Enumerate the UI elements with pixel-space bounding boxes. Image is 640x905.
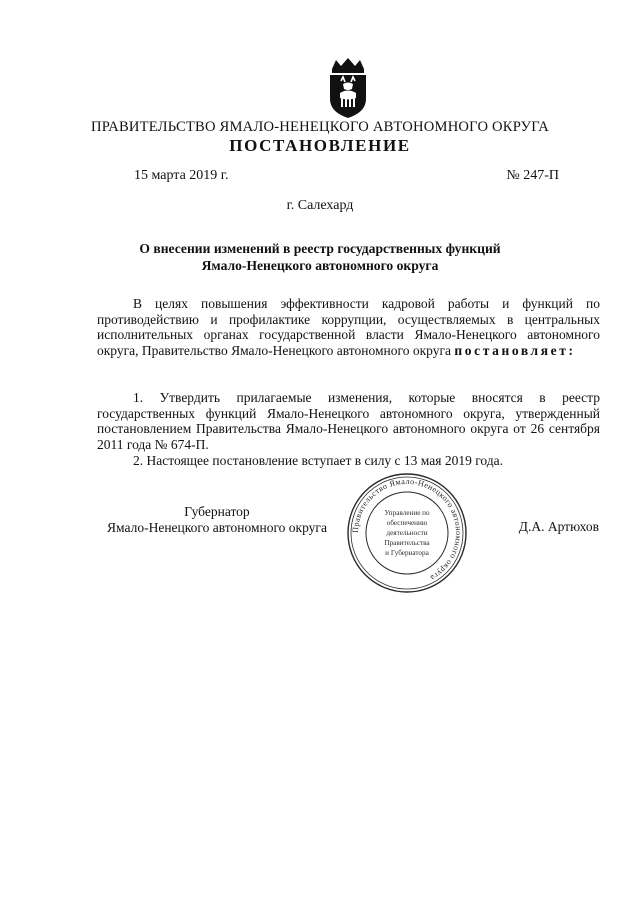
seal-center-line-5: и Губернатора: [385, 549, 429, 557]
government-title: ПРАВИТЕЛЬСТВО ЯМАЛО-НЕНЕЦКОГО АВТОНОМНОГО ОКРУГА: [91, 119, 549, 135]
resolution-item-1: 1. Утвердить прилагаемые изменения, которые вносятся в реестр государственных функций Ямало-Ненецкого автономного округа, утвержденный постановлением Правительства Ямало-Ненецкого автономного округа от 26 сентября 2011 года № 674-П.: [97, 390, 600, 453]
seal-center-line-3: деятельности: [386, 529, 428, 537]
document-city: г. Салехард: [286, 198, 354, 213]
document-type: ПОСТАНОВЛЕНИЕ: [229, 136, 411, 155]
coat-of-arms-emblem: [322, 57, 374, 119]
document-number: № 247-П: [506, 168, 559, 183]
official-seal: [345, 471, 469, 595]
seal-center-line-1: Управление по: [384, 509, 430, 517]
signer-name: Д.А. Артюхов: [518, 519, 599, 534]
preamble-paragraph: [97, 296, 600, 359]
signer-position-line-1: Губернатор: [184, 504, 250, 519]
signer-position-line-2: Ямало-Ненецкого автономного округа: [107, 520, 327, 535]
resolution-item-2: 2. Настоящее постановление вступает в силу с 13 мая 2019 года.: [133, 452, 503, 468]
document-subject: [80, 240, 560, 274]
seal-ring-text: Правительство Ямало-Ненецкого автономного округа: [350, 476, 464, 583]
subject-line-2: Ямало-Ненецкого автономного округа: [201, 258, 439, 273]
preamble-section: [97, 296, 600, 359]
signer-position: [97, 504, 337, 536]
preamble-text: В целях повышения эффективности кадровой работы и функций по противодействию и профилактике коррупции, осуществляемых в центральных исполнительных органах государственной власти Ямало-Ненецкого автономного округа, Правительство Ямало-Ненецкого автономного округа: [97, 296, 600, 359]
resolves-word: постановляет:: [454, 343, 576, 359]
seal-center-line-4: Правительства: [384, 539, 430, 547]
seal-center-line-2: обеспечению: [386, 519, 428, 527]
resolution-items: [97, 390, 600, 469]
document-date: 15 марта 2019 г.: [134, 168, 229, 183]
subject-line-1: О внесении изменений в реестр государственных функций: [139, 241, 501, 256]
